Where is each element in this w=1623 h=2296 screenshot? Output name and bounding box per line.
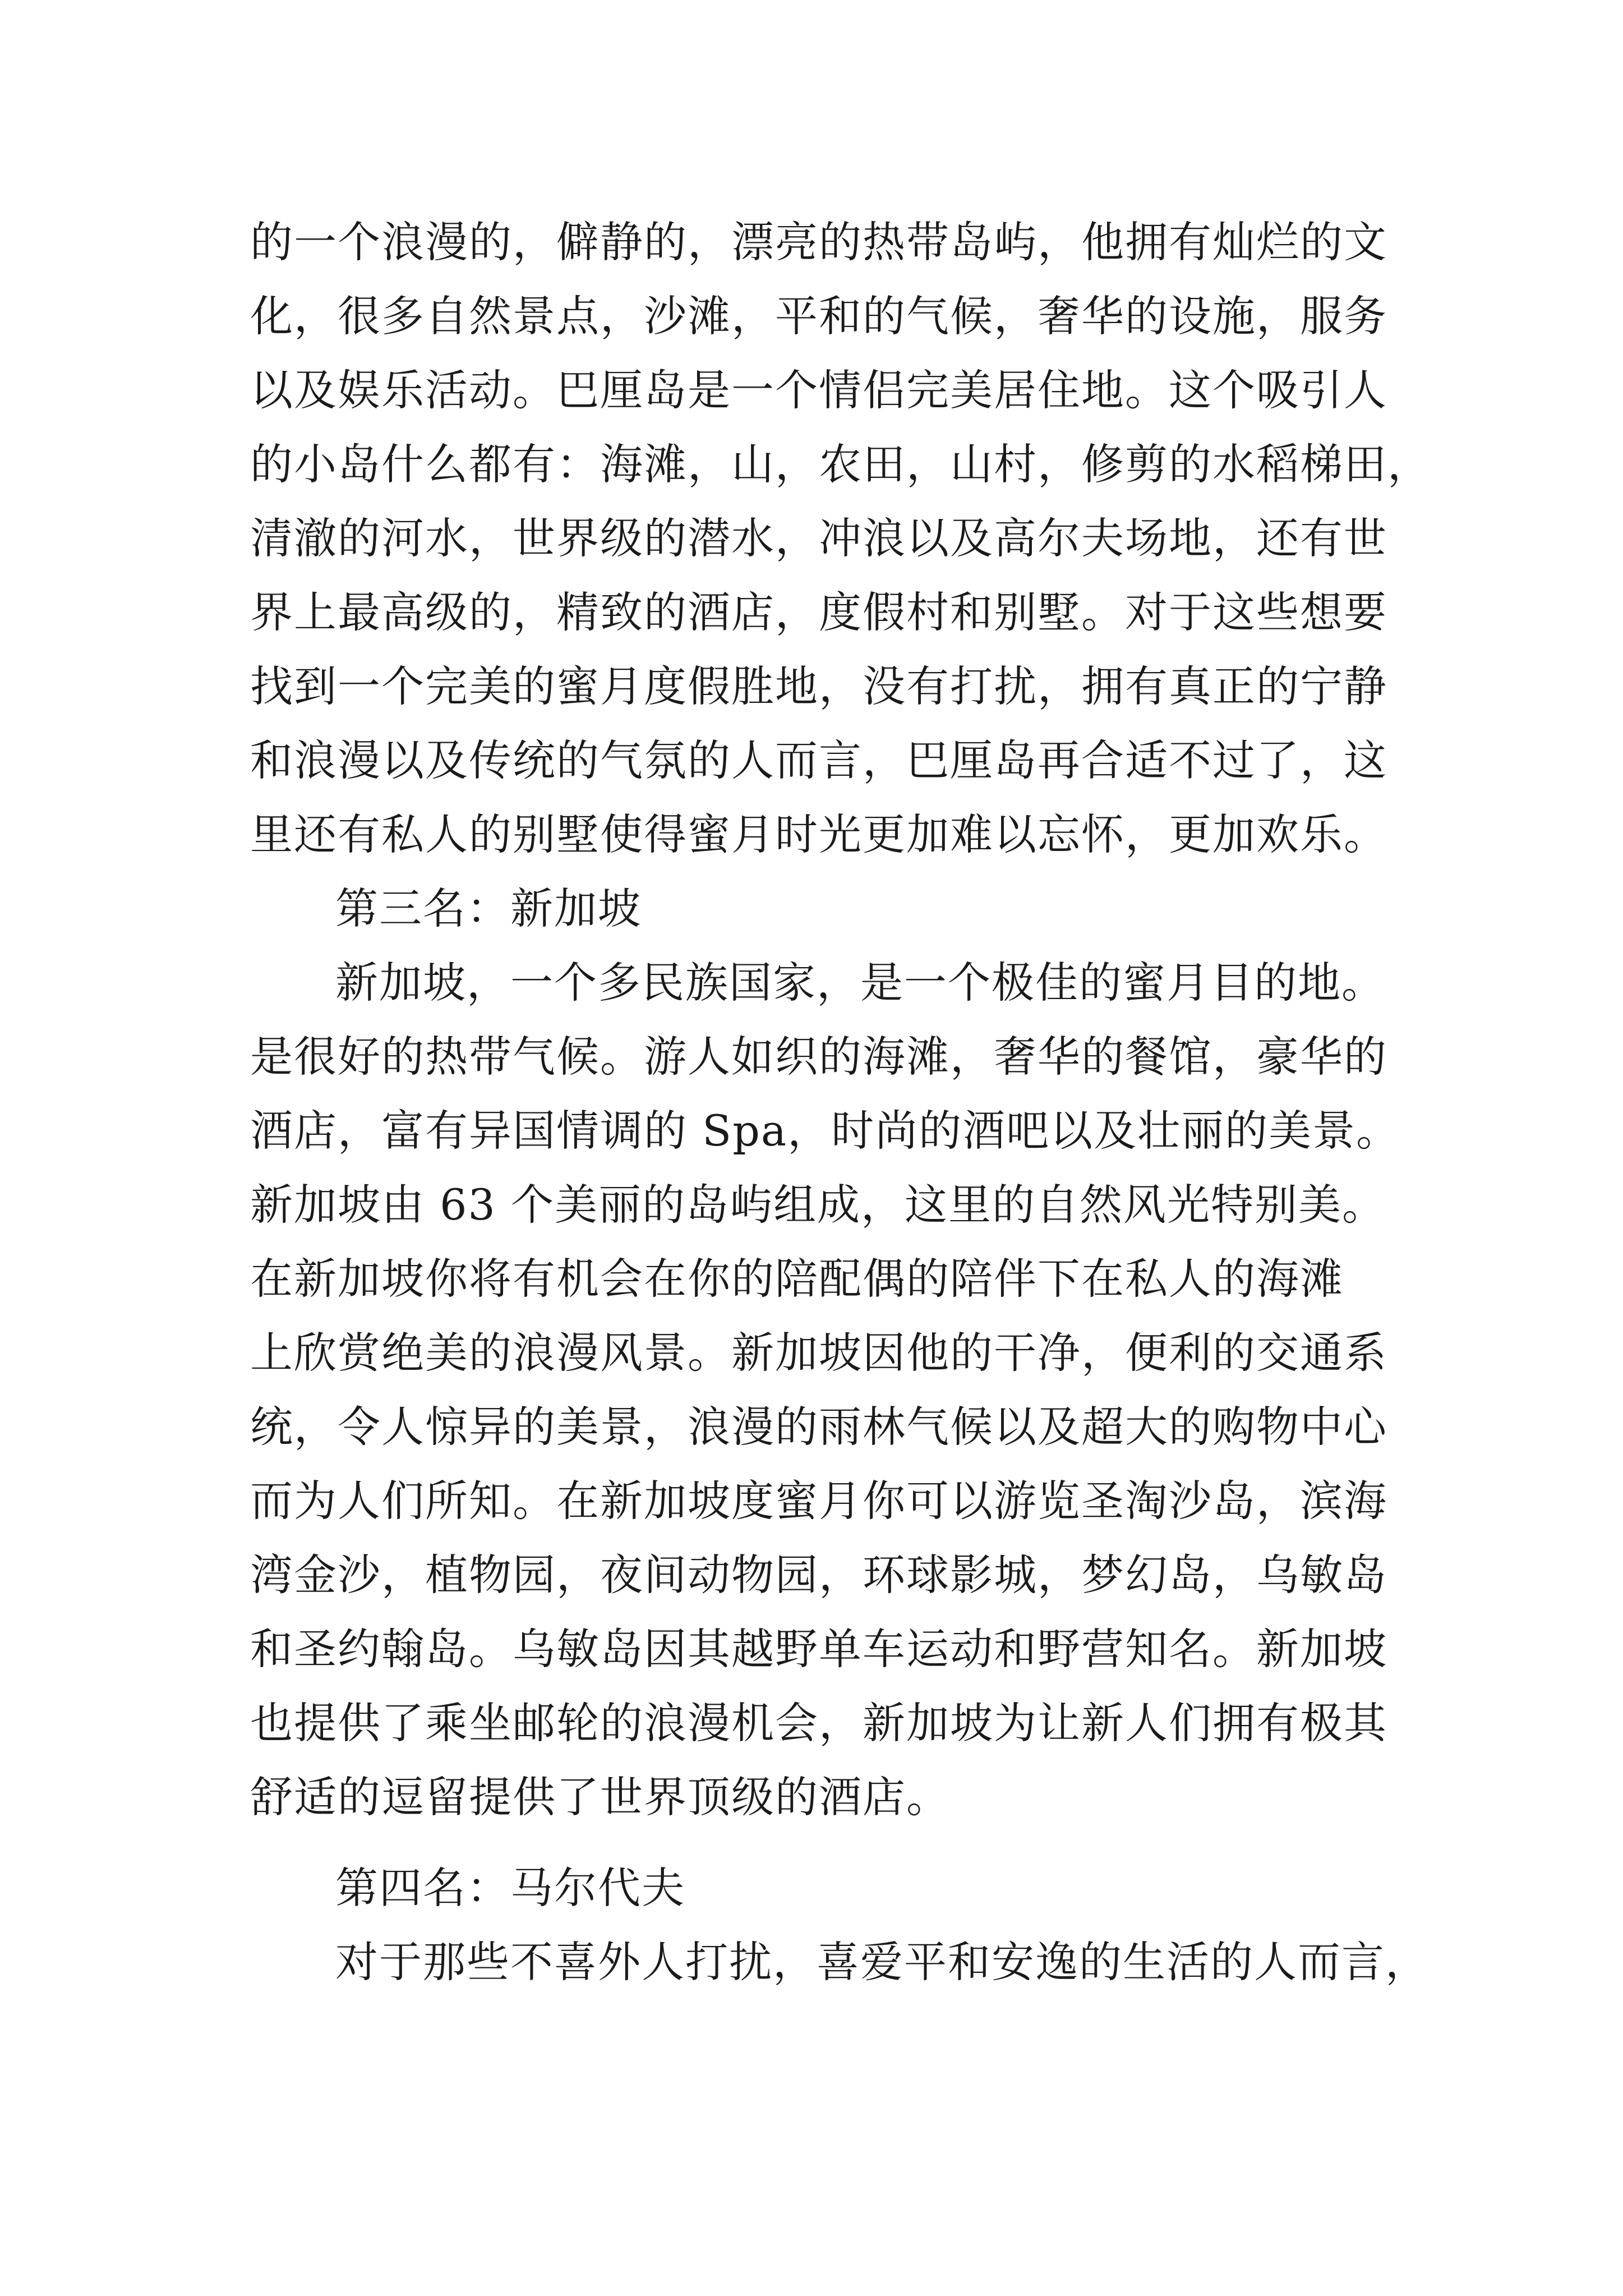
section-heading-maldives: 第四名：马尔代夫 xyxy=(335,1863,685,1913)
paragraph-maldives xyxy=(250,1925,1429,1999)
text-line: 新加坡由 63 个美丽的岛屿组成，这里的自然风光特别美。 xyxy=(250,1180,1386,1230)
text-line: 新加坡，一个多民族国家，是一个极佳的蜜月目的地。 xyxy=(335,958,1385,1007)
text-line: 上欣赏绝美的浪漫风景。新加坡因他的干净，便利的交通系 xyxy=(250,1328,1387,1378)
text-line: 的小岛什么都有：海滩，山，农田，山村，修剪的水稻梯田， xyxy=(250,439,1431,489)
text-line: 而为人们所知。在新加坡度蜜月你可以游览圣淘沙岛，滨海 xyxy=(250,1476,1387,1526)
text-line: 界上最高级的，精致的酒店，度假村和别墅。对于这些想要 xyxy=(250,587,1387,637)
text-line: 以及娱乐活动。巴厘岛是一个情侣完美居住地。这个吸引人 xyxy=(250,365,1387,415)
text-line: 的一个浪漫的，僻静的，漂亮的热带岛屿，他拥有灿烂的文 xyxy=(250,217,1387,267)
text-line: 里还有私人的别墅使得蜜月时光更加难以忘怀，更加欢乐。 xyxy=(250,809,1387,859)
text-line: 舒适的逗留提供了世界顶级的酒店。 xyxy=(250,1772,950,1822)
text-line: 和浪漫以及传统的气氛的人而言，巴厘岛再合适不过了，这 xyxy=(250,735,1387,785)
text-line: 是很好的热带气候。游人如织的海滩，奢华的餐馆，豪华的 xyxy=(250,1032,1387,1082)
text-line: 也提供了乘坐邮轮的浪漫机会，新加坡为让新人们拥有极其 xyxy=(250,1698,1387,1748)
text-line: 清澈的河水，世界级的潜水，冲浪以及高尔夫场地，还有世 xyxy=(250,513,1387,563)
text-line: 找到一个完美的蜜月度假胜地，没有打扰，拥有真正的宁静 xyxy=(250,661,1387,711)
text-line: 在新加坡你将有机会在你的陪配偶的陪伴下在私人的海滩 xyxy=(250,1254,1344,1304)
text-line: 化，很多自然景点，沙滩，平和的气候，奢华的设施，服务 xyxy=(250,291,1387,341)
section-heading-singapore: 第三名：新加坡 xyxy=(335,884,642,933)
paragraph-singapore xyxy=(250,946,1401,1834)
text-line: 酒店，富有异国情调的 Spa，时尚的酒吧以及壮丽的美景。 xyxy=(250,1106,1400,1156)
document-body xyxy=(250,205,1431,1999)
paragraph-bali xyxy=(250,205,1431,872)
text-line: 湾金沙，植物园，夜间动物园，环球影城，梦幻岛，乌敏岛 xyxy=(250,1550,1387,1600)
text-line: 统，令人惊异的美景，浪漫的雨林气候以及超大的购物中心 xyxy=(250,1402,1387,1452)
text-line: 对于那些不喜外人打扰，喜爱平和安逸的生活的人而言， xyxy=(335,1937,1429,1987)
text-line: 和圣约翰岛。乌敏岛因其越野单车运动和野营知名。新加坡 xyxy=(250,1624,1387,1674)
